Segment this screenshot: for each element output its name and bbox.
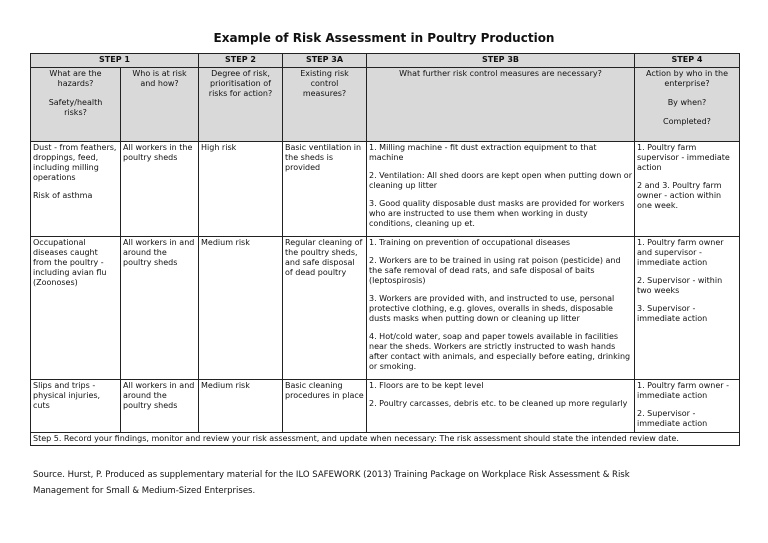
who-cell: All workers in and around the poultry sheds — [121, 380, 199, 433]
further-cell — [367, 142, 635, 237]
measure-text: 1. Training on prevention of occupational diseases — [369, 238, 571, 247]
action-text: 2. Supervisor - immediate action — [637, 409, 708, 428]
degree-question-line: prioritisation of — [209, 79, 271, 88]
degree-cell: Medium risk — [199, 380, 283, 433]
action-text: 2 and 3. Poultry farm owner - action within one week. — [637, 181, 722, 210]
who-cell: All workers in the poultry sheds — [121, 142, 199, 237]
degree-question — [199, 68, 283, 142]
step3a-header: STEP 3A — [283, 54, 367, 68]
step-header-row — [31, 54, 740, 68]
action-cell — [635, 380, 740, 433]
hazards-question-line: hazards? — [57, 79, 94, 88]
hazard-text: Dust - from feathers, droppings, feed, including milling operations — [33, 143, 117, 182]
action-question — [635, 68, 740, 142]
completed-question-line: Completed? — [663, 117, 711, 126]
question-header-row — [31, 68, 740, 142]
degree-question-line: Degree of risk, — [211, 69, 270, 78]
who-question — [121, 68, 199, 142]
step4-header: STEP 4 — [635, 54, 740, 68]
measure-text: 2. Poultry carcasses, debris etc. to be cleaned up more regularly — [369, 399, 628, 408]
step3b-header: STEP 3B — [367, 54, 635, 68]
source-citation — [33, 467, 723, 499]
risks-question-line: Safety/health — [48, 98, 103, 107]
risks-question-line: risks? — [64, 108, 87, 117]
who-cell: All workers in and around the poultry sheds — [121, 237, 199, 380]
existing-question-line: measures? — [302, 89, 347, 98]
further-question — [367, 68, 635, 142]
document-title: Example of Risk Assessment in Poultry Production — [213, 31, 555, 45]
hazard-cell — [31, 380, 121, 433]
existing-cell: Basic cleaning procedures in place — [283, 380, 367, 433]
hazard-cell — [31, 142, 121, 237]
table-row — [31, 380, 740, 433]
source-line: Source. Hurst, P. Produced as supplementary material for the ILO SAFEWORK (2013) Training Package on Workplace Risk Assessment & Risk — [33, 470, 630, 480]
measure-text: 2. Workers are to be trained in using rat poison (pesticide) and the safe removal of dead rats, and safe disposal of baits (leptospirosis) — [369, 256, 621, 285]
hazard-cell — [31, 237, 121, 380]
action-text: 1. Poultry farm owner - immediate action — [637, 381, 729, 400]
risk-assessment-table — [30, 53, 740, 446]
step5-row — [31, 433, 740, 446]
existing-question — [283, 68, 367, 142]
table-row — [31, 237, 740, 380]
hazards-question-line: What are the — [49, 69, 102, 78]
measure-text: 4. Hot/cold water, soap and paper towels available in facilities near the sheds. Workers are strictly instructed to wash hands after contact with animals, and especially before eating, drinking or smoking. — [369, 332, 631, 371]
step1-header: STEP 1 — [31, 54, 199, 68]
further-cell — [367, 380, 635, 433]
step2-header: STEP 2 — [199, 54, 283, 68]
step5-text: Step 5. Record your findings, monitor and review your risk assessment, and update when necessary: The risk assessment should state the intended review date. — [31, 433, 740, 446]
action-cell — [635, 142, 740, 237]
source-line: Management for Small & Medium-Sized Enterprises. — [33, 486, 256, 496]
measure-text: 1. Floors are to be kept level — [369, 381, 484, 390]
degree-cell: High risk — [199, 142, 283, 237]
measure-text: 3. Good quality disposable dust masks are provided for workers who are instructed to use them when working in dusty conditions, cleaning up et. — [369, 199, 625, 228]
action-text: 3. Supervisor - immediate action — [637, 304, 708, 323]
existing-cell: Basic ventilation in the sheds is provided — [283, 142, 367, 237]
degree-question-line: risks for action? — [208, 89, 273, 98]
hazard-text: Risk of asthma — [33, 191, 93, 200]
when-question-line: By when? — [667, 98, 707, 107]
measure-text: 2. Ventilation: All shed doors are kept open when putting down or cleaning up litter — [369, 171, 632, 190]
measure-text: 3. Workers are provided with, and instructed to use, personal protective clothing, e.g. gloves, overalls in sheds, disposable dusts masks when putting down or cleaning up litter — [369, 294, 615, 323]
existing-question-line: Existing risk — [300, 69, 349, 78]
action-question-line: enterprise? — [664, 79, 710, 88]
further-cell — [367, 237, 635, 380]
hazard-text: Occupational diseases caught from the poultry - including avian flu (Zoonoses) — [33, 238, 107, 287]
who-question-line: Who is at risk — [132, 69, 187, 78]
measure-text: 1. Milling machine - fit dust extraction equipment to that machine — [369, 143, 597, 162]
action-text: 1. Poultry farm owner and supervisor - immediate action — [637, 238, 724, 267]
action-cell — [635, 237, 740, 380]
who-question-line: and how? — [140, 79, 179, 88]
hazards-question — [31, 68, 121, 142]
table-row — [31, 142, 740, 237]
action-text: 1. Poultry farm supervisor - immediate action — [637, 143, 730, 172]
existing-cell: Regular cleaning of the poultry sheds, and safe disposal of dead poultry — [283, 237, 367, 380]
degree-cell: Medium risk — [199, 237, 283, 380]
existing-question-line: control — [310, 79, 339, 88]
action-question-line: Action by who in the — [646, 69, 728, 78]
hazard-text: Slips and trips - physical injuries, cuts — [33, 381, 101, 410]
further-question-line: What further risk control measures are necessary? — [399, 69, 602, 78]
action-text: 2. Supervisor - within two weeks — [637, 276, 723, 295]
